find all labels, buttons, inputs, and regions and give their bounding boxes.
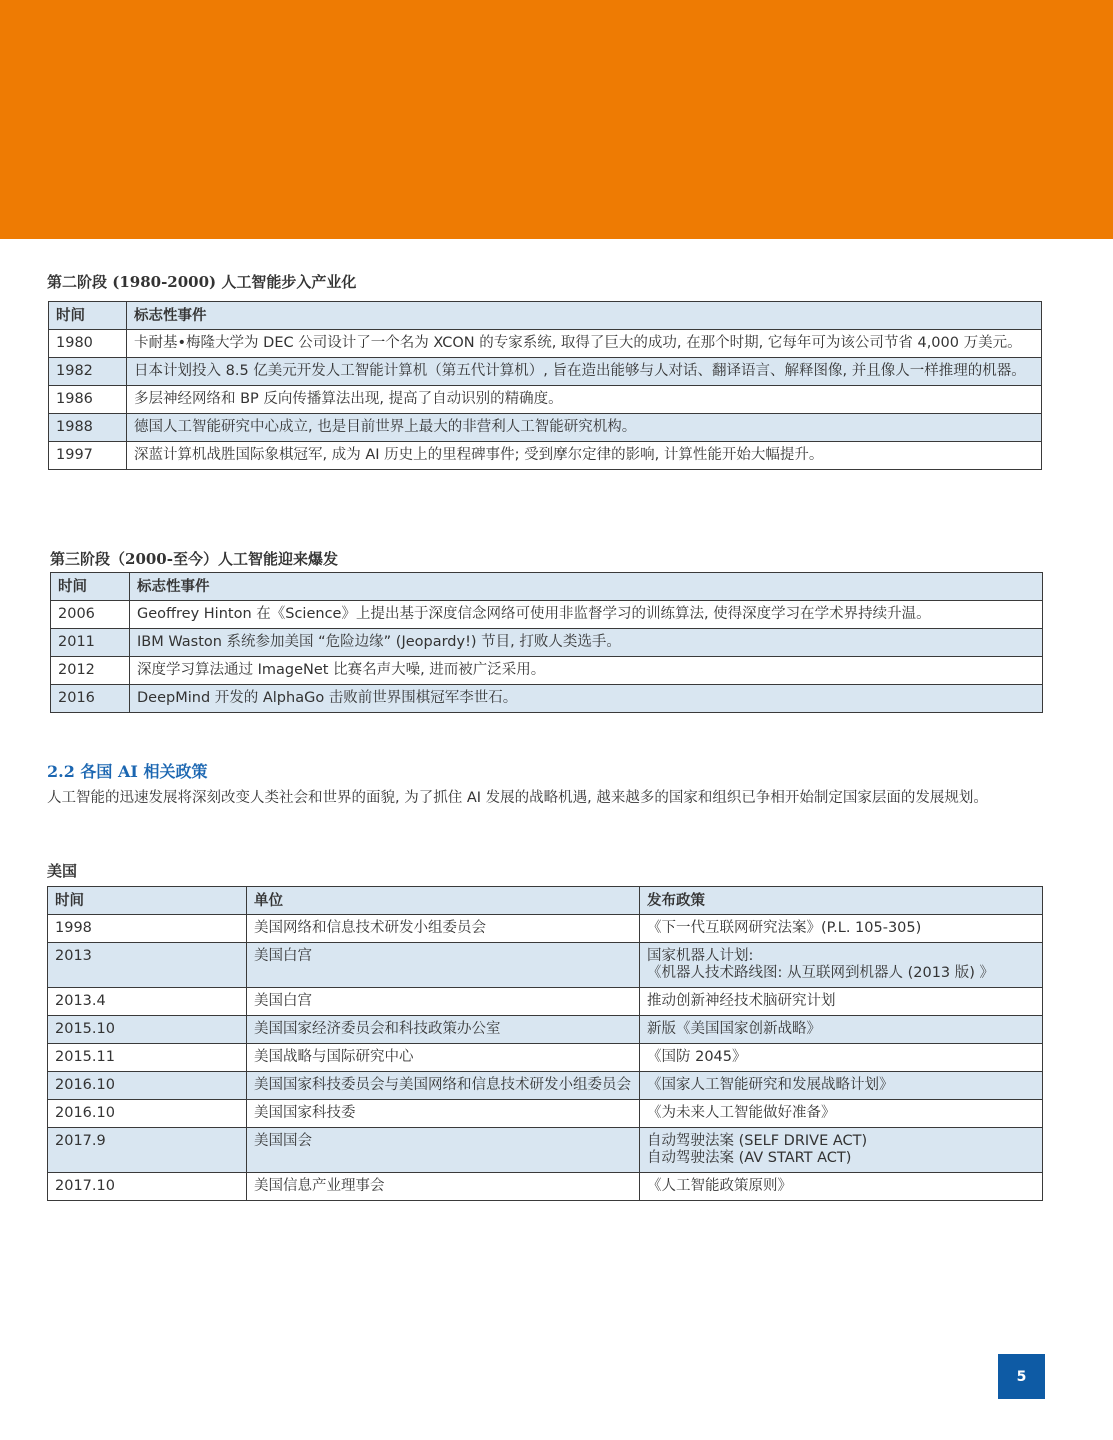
cell-time: 1986: [49, 386, 127, 414]
table-row: [48, 1016, 1043, 1044]
cell-policy: [640, 1016, 1043, 1044]
cell-time: 2013: [48, 943, 247, 988]
cell-org: 美国战略与国际研究中心: [247, 1044, 640, 1072]
table-row: [49, 358, 1042, 386]
cell-org: 美国国家科技委: [247, 1100, 640, 1128]
cell-event: 深度学习算法通过 ImageNet 比赛名声大噪, 进而被广泛采用。: [130, 657, 1043, 685]
cell-event: 日本计划投入 8.5 亿美元开发人工智能计算机（第五代计算机）, 旨在造出能够与人对话、翻译语言、解释图像, 并且像人一样推理的机器。: [127, 358, 1042, 386]
stage3-heading: 第三阶段（2000-至今）人工智能迎来爆发: [50, 550, 338, 568]
cell-policy: [640, 988, 1043, 1016]
cell-policy: [640, 1044, 1043, 1072]
cell-policy: [640, 915, 1043, 943]
col-header-time: 时间: [51, 573, 130, 601]
cell-time: 2016.10: [48, 1100, 247, 1128]
cell-time: 2015.10: [48, 1016, 247, 1044]
policy-line: 国家机器人计划:: [647, 948, 754, 964]
table-row: [48, 1128, 1043, 1173]
table-header-row: [49, 302, 1042, 330]
cell-event: 卡耐基•梅隆大学为 DEC 公司设计了一个名为 XCON 的专家系统, 取得了巨大的成功, 在那个时期, 它每年可为该公司节省 4,000 万美元。: [127, 330, 1042, 358]
table-row: [48, 1044, 1043, 1072]
table-row: [51, 629, 1043, 657]
table-row: [48, 943, 1043, 988]
table-row: [49, 442, 1042, 470]
cell-time: 2017.10: [48, 1173, 247, 1201]
col-header-event: 标志性事件: [127, 302, 1042, 330]
table-row: [48, 1072, 1043, 1100]
policy-line: 《下一代互联网研究法案》(P.L. 105-305): [647, 920, 922, 936]
cell-event: Geoffrey Hinton 在《Science》上提出基于深度信念网络可使用非监督学习的训练算法, 使得深度学习在学术界持续升温。: [130, 601, 1043, 629]
cell-time: 2006: [51, 601, 130, 629]
usa-heading: 美国: [47, 862, 78, 880]
cell-event: DeepMind 开发的 AlphaGo 击败前世界围棋冠军李世石。: [130, 685, 1043, 713]
cell-event: 德国人工智能研究中心成立, 也是目前世界上最大的非营利人工智能研究机构。: [127, 414, 1042, 442]
cell-org: 美国国家科技委员会与美国网络和信息技术研发小组委员会: [247, 1072, 640, 1100]
cell-org: 美国国家经济委员会和科技政策办公室: [247, 1016, 640, 1044]
table-header-row: [51, 573, 1043, 601]
cell-time: 1988: [49, 414, 127, 442]
table-row: [48, 1173, 1043, 1201]
cell-policy: [640, 1173, 1043, 1201]
stage2-heading: 第二阶段 (1980-2000) 人工智能步入产业化: [47, 273, 357, 291]
policy-line: 《为未来人工智能做好准备》: [647, 1105, 836, 1121]
cell-time: 2017.9: [48, 1128, 247, 1173]
table-row: [51, 601, 1043, 629]
policy-line: 新版《美国国家创新战略》: [647, 1021, 821, 1037]
table-row: [49, 330, 1042, 358]
stage2-table: [48, 301, 1042, 470]
orange-banner: [0, 0, 1113, 239]
cell-org: 美国国会: [247, 1128, 640, 1173]
cell-event: 深蓝计算机战胜国际象棋冠军, 成为 AI 历史上的里程碑事件; 受到摩尔定律的影响, 计算性能开始大幅提升。: [127, 442, 1042, 470]
policy-line: 自动驾驶法案 (SELF DRIVE ACT): [647, 1133, 868, 1149]
cell-time: 1980: [49, 330, 127, 358]
cell-time: 2016: [51, 685, 130, 713]
col-header-time: 时间: [48, 887, 247, 915]
policy-line: 推动创新神经技术脑研究计划: [647, 993, 836, 1009]
cell-time: 2016.10: [48, 1072, 247, 1100]
cell-event: IBM Waston 系统参加美国 “危险边缘” (Jeopardy!) 节目, 打败人类选手。: [130, 629, 1043, 657]
cell-org: 美国网络和信息技术研发小组委员会: [247, 915, 640, 943]
intro-paragraph: 人工智能的迅速发展将深刻改变人类社会和世界的面貌, 为了抓住 AI 发展的战略机遇, 越来越多的国家和组织已争相开始制定国家层面的发展规划。: [47, 790, 988, 806]
table-row: [48, 988, 1043, 1016]
cell-time: 2011: [51, 629, 130, 657]
cell-time: 2015.11: [48, 1044, 247, 1072]
policy-line: 《国防 2045》: [647, 1049, 747, 1065]
stage3-table: [50, 572, 1043, 713]
table-row: [49, 414, 1042, 442]
usa-policy-table: [47, 886, 1043, 1201]
cell-org: 美国信息产业理事会: [247, 1173, 640, 1201]
table-row: [51, 685, 1043, 713]
cell-time: 2012: [51, 657, 130, 685]
policy-line: 《人工智能政策原则》: [647, 1178, 792, 1194]
table-row: [49, 386, 1042, 414]
cell-policy: [640, 1100, 1043, 1128]
cell-time: 1997: [49, 442, 127, 470]
cell-policy: [640, 1128, 1043, 1173]
cell-policy: [640, 943, 1043, 988]
cell-time: 1998: [48, 915, 247, 943]
col-header-org: 单位: [247, 887, 640, 915]
table-row: [48, 915, 1043, 943]
section-title: 2.2 各国 AI 相关政策: [47, 762, 208, 781]
cell-event: 多层神经网络和 BP 反向传播算法出现, 提高了自动识别的精确度。: [127, 386, 1042, 414]
policy-line: 《国家人工智能研究和发展战略计划》: [647, 1077, 894, 1093]
col-header-policy: 发布政策: [640, 887, 1043, 915]
cell-time: 1982: [49, 358, 127, 386]
cell-time: 2013.4: [48, 988, 247, 1016]
table-row: [51, 657, 1043, 685]
policy-line: 自动驾驶法案 (AV START ACT): [647, 1150, 852, 1166]
page-number: 5: [998, 1354, 1045, 1399]
policy-line: 《机器人技术路线图: 从互联网到机器人 (2013 版) 》: [647, 965, 995, 981]
cell-org: 美国白宫: [247, 988, 640, 1016]
cell-policy: [640, 1072, 1043, 1100]
table-header-row: [48, 887, 1043, 915]
col-header-event: 标志性事件: [130, 573, 1043, 601]
table-row: [48, 1100, 1043, 1128]
col-header-time: 时间: [49, 302, 127, 330]
cell-org: 美国白宫: [247, 943, 640, 988]
